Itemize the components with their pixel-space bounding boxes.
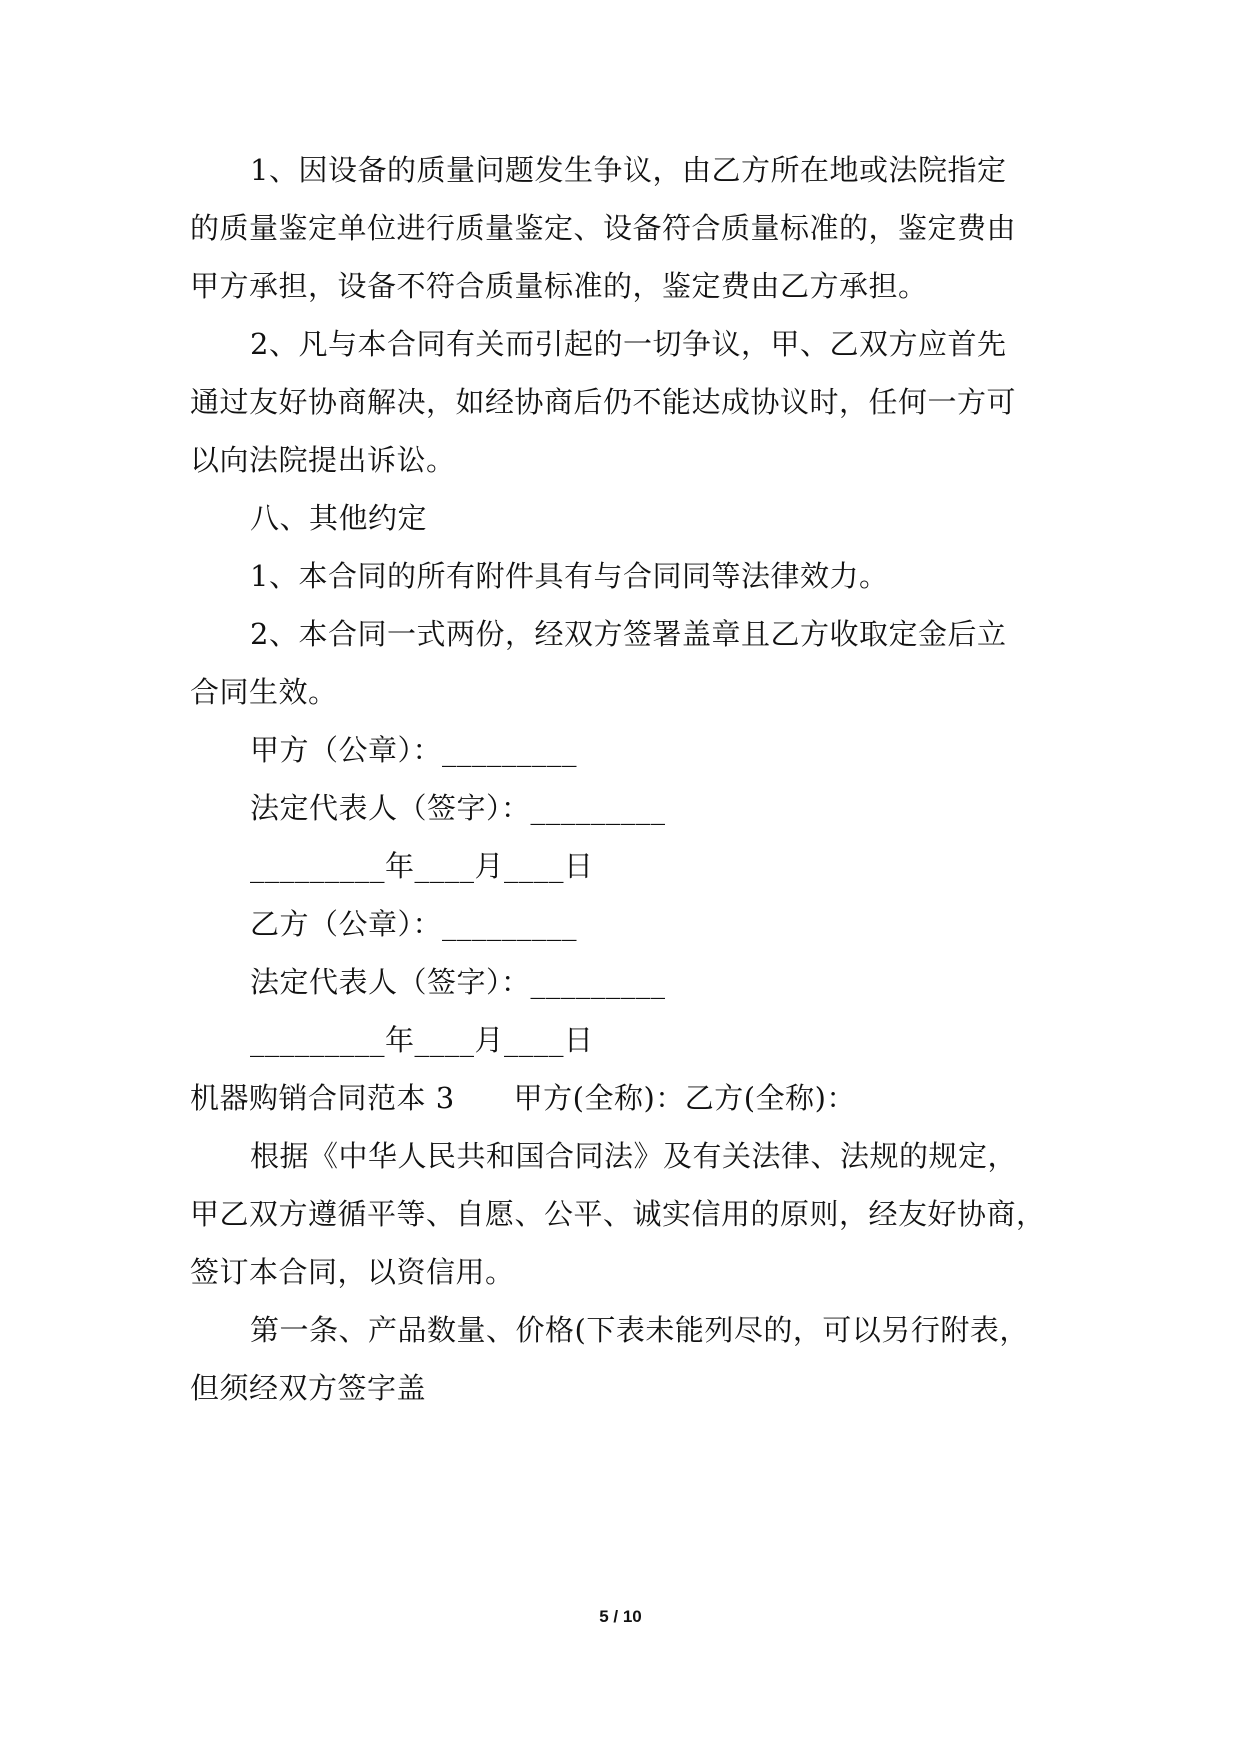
paragraph-line: 通过友好协商解决，如经协商后仍不能达成协议时，任何一方可 [190, 385, 1017, 419]
paragraph-line: 1、本合同的所有附件具有与合同同等法律效力。 [250, 559, 889, 593]
section-heading: 八、其他约定 [250, 501, 428, 535]
contract-title-line: 机器购销合同范本 3 甲方(全称)：乙方(全称)： [190, 1081, 856, 1115]
paragraph-line: 2、凡与本合同有关而引起的一切争议，甲、乙双方应首先 [250, 327, 1007, 361]
page-number: 5 / 10 [599, 1607, 642, 1626]
paragraph-line: 但须经双方签字盖 [190, 1371, 427, 1405]
signature-line-representative-b: 法定代表人（签字）：_________ [250, 965, 666, 999]
paragraph-line: 甲乙双方遵循平等、自愿、公平、诚实信用的原则，经友好协商， [190, 1197, 1046, 1231]
signature-line-party-b: 乙方（公章）：_________ [250, 907, 578, 941]
paragraph-line: 第一条、产品数量、价格(下表未能列尽的，可以另行附表， [250, 1313, 1029, 1347]
paragraph-line: 根据《中华人民共和国合同法》及有关法律、法规的规定， [250, 1139, 1018, 1173]
signature-line-party-a: 甲方（公章）：_________ [250, 733, 578, 767]
paragraph-line: 合同生效。 [190, 675, 338, 709]
paragraph-line: 2、本合同一式两份，经双方签署盖章且乙方收取定金后立 [250, 617, 1007, 651]
paragraph-line: 的质量鉴定单位进行质量鉴定、设备符合质量标准的，鉴定费由 [190, 211, 1017, 245]
paragraph-line: 甲方承担，设备不符合质量标准的，鉴定费由乙方承担。 [190, 269, 928, 303]
paragraph-line: 1、因设备的质量问题发生争议，由乙方所在地或法院指定 [250, 153, 1007, 187]
paragraph-line: 签订本合同，以资信用。 [190, 1255, 515, 1289]
signature-line-representative-a: 法定代表人（签字）：_________ [250, 791, 666, 825]
paragraph-line: 以向法院提出诉讼。 [190, 443, 456, 477]
date-line-b: _________年____月____日 [250, 1023, 594, 1057]
date-line-a: _________年____月____日 [250, 849, 594, 883]
